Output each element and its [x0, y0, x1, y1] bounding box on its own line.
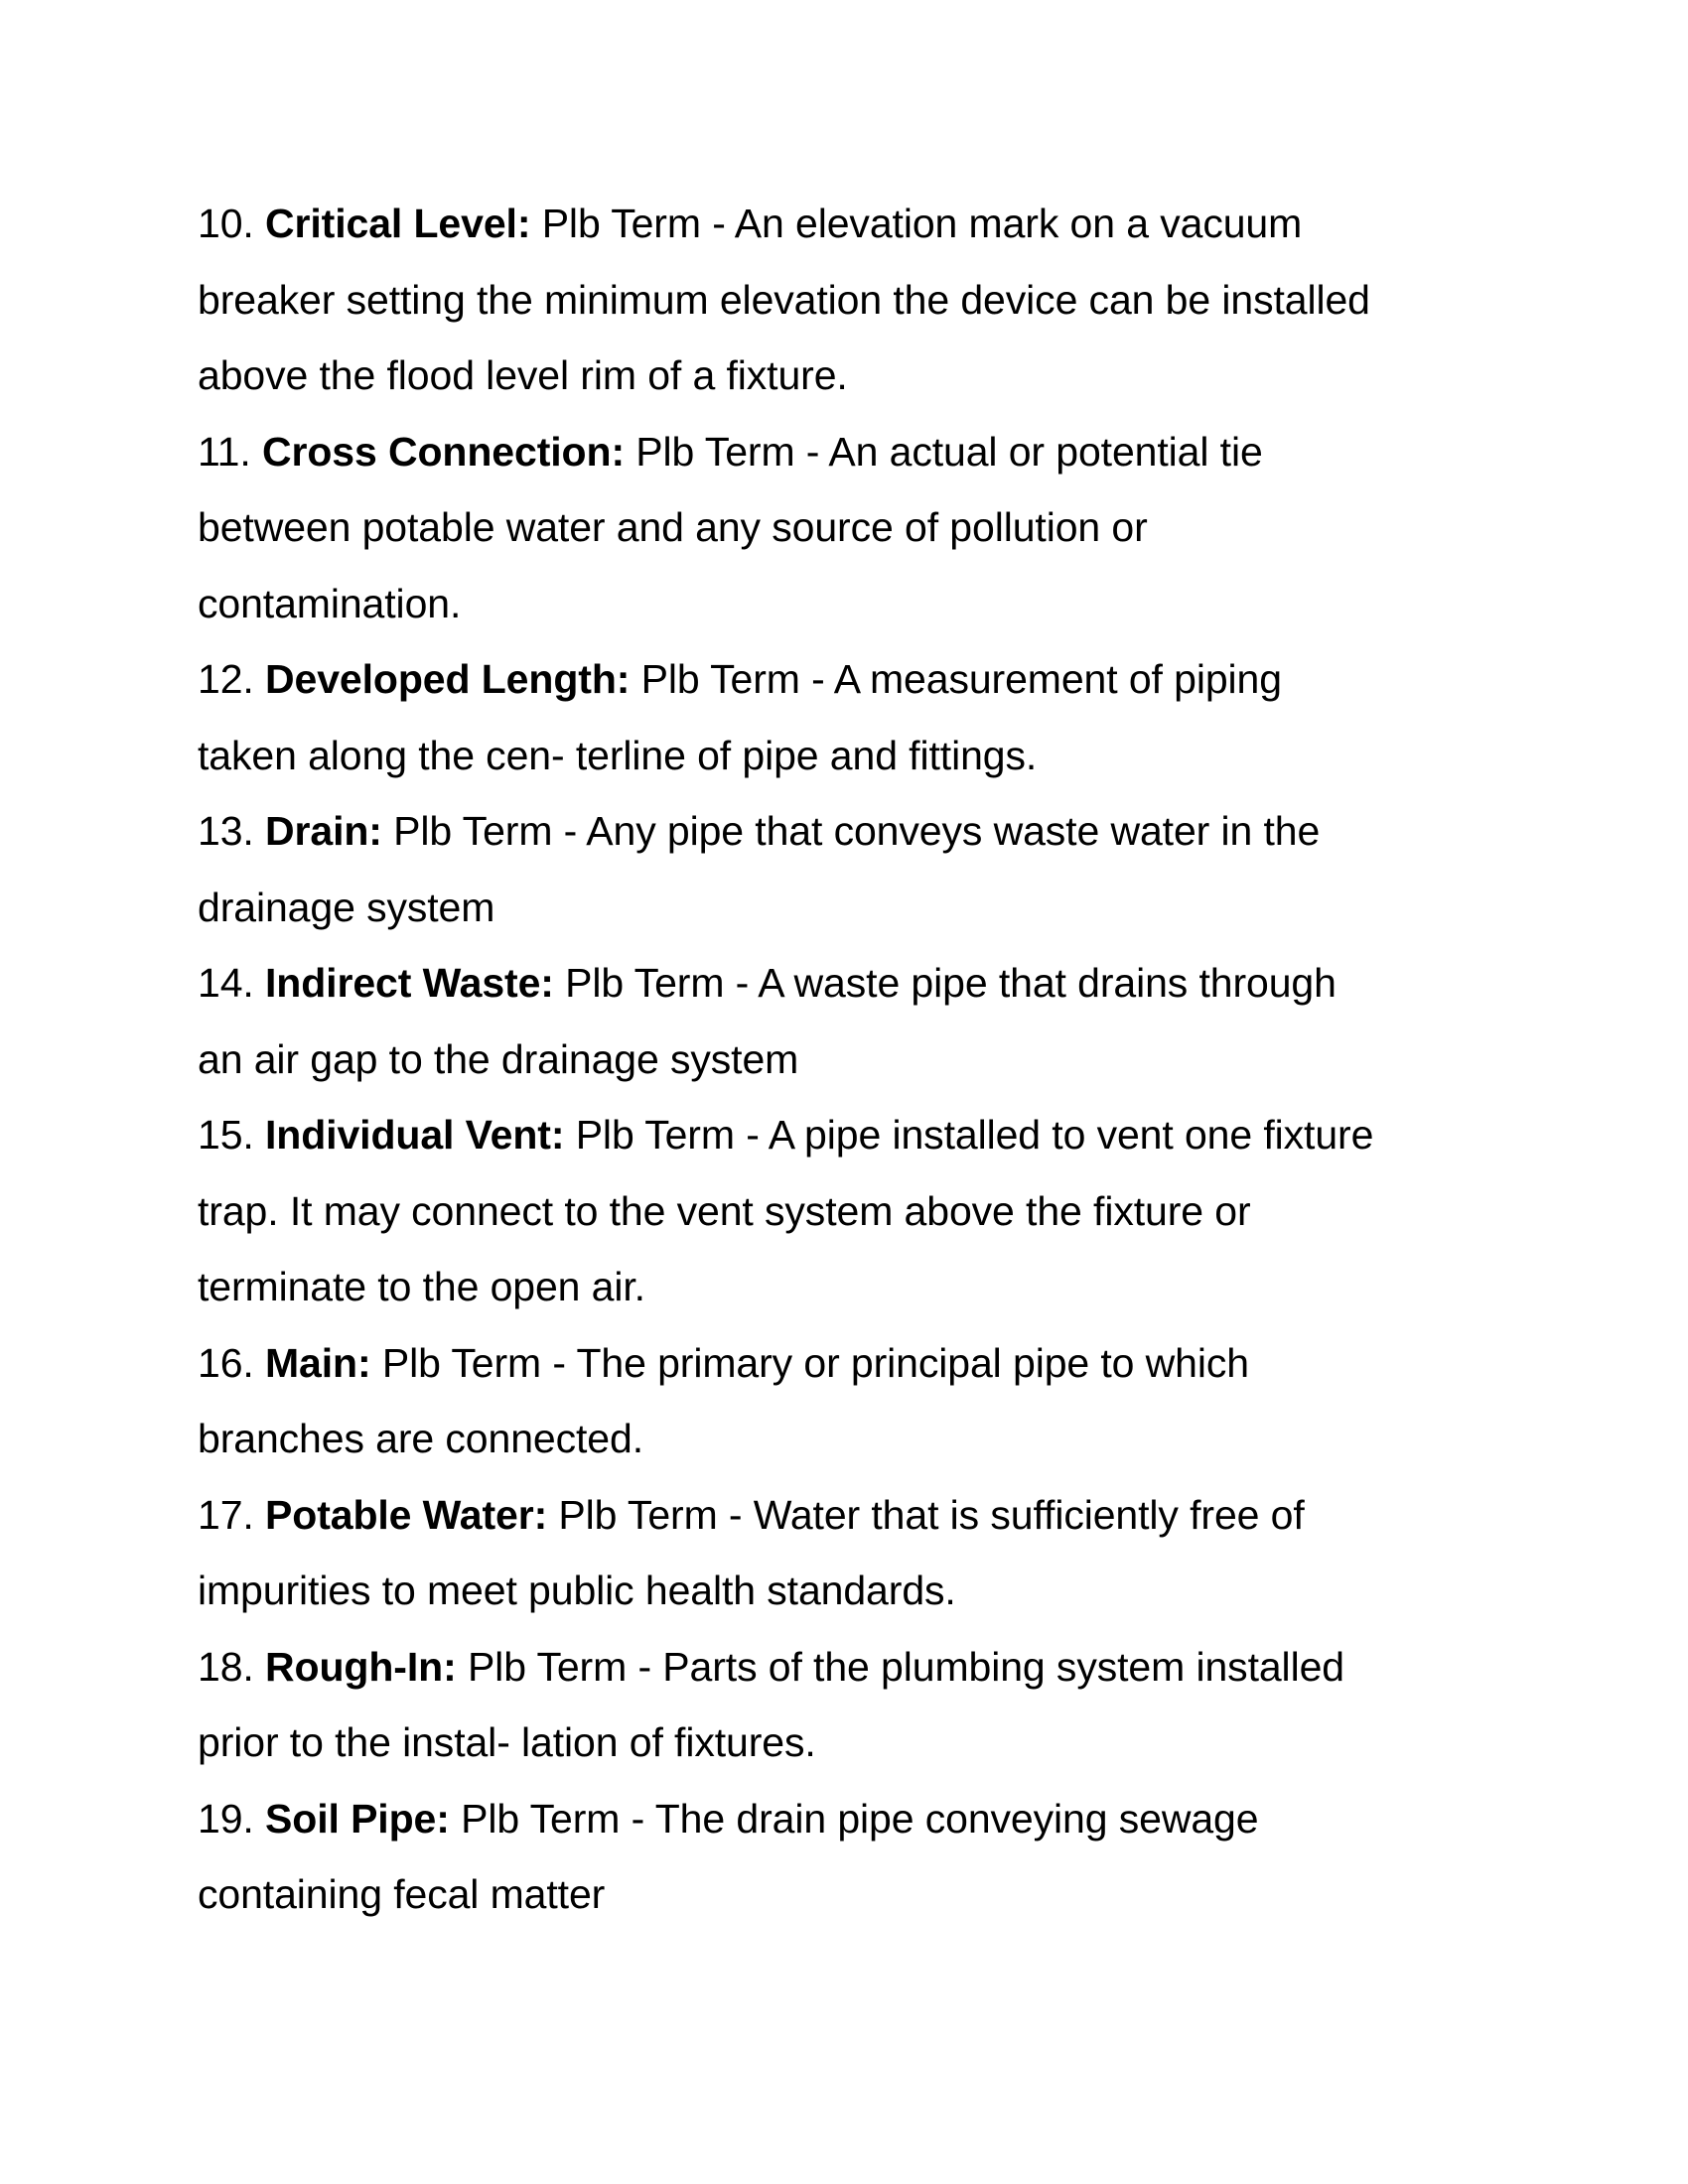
item-number: 16. [198, 1339, 254, 1386]
definition-continuation-line: between potable water and any source of pollution or [198, 504, 1148, 550]
item-number: 19. [198, 1795, 254, 1842]
term-label: Indirect Waste: [265, 960, 554, 1006]
definition-text: Plb Term - The drain pipe conveying sewage [461, 1795, 1259, 1842]
term-label: Soil Pipe: [265, 1795, 450, 1842]
definition-continuation-line: prior to the instal- lation of fixtures. [198, 1719, 816, 1765]
definition-first-line [198, 793, 1609, 870]
term-label: Rough-In: [265, 1643, 457, 1690]
glossary-list [198, 186, 1609, 1933]
definition-continuation-line: branches are connected. [198, 1416, 644, 1461]
glossary-item [198, 945, 1609, 1097]
definition-first-line [198, 641, 1609, 718]
definition-continuation-line: contamination. [198, 580, 462, 626]
glossary-item [198, 1097, 1609, 1325]
definition-first-line [198, 186, 1609, 262]
definition-first-line [198, 1097, 1609, 1173]
definition-text: Plb Term - A pipe installed to vent one fixture [575, 1112, 1374, 1158]
definition-continuation-line: drainage system [198, 884, 495, 930]
definition-continuation-line: containing fecal matter [198, 1871, 606, 1917]
glossary-item [198, 1477, 1609, 1629]
term-label: Cross Connection: [261, 428, 625, 475]
definition-continuation-line: trap. It may connect to the vent system above the fixture or [198, 1187, 1251, 1234]
definition-first-line [198, 1781, 1609, 1857]
definition-text: Plb Term - An actual or potential tie [635, 428, 1263, 475]
glossary-item [198, 186, 1609, 414]
definition-first-line [198, 1325, 1609, 1402]
definition-text: Plb Term - A measurement of piping [640, 656, 1282, 702]
definition-continuation-line: above the flood level rim of a fixture. [198, 352, 848, 398]
definition-continuation-line: breaker setting the minimum elevation the device can be installed [198, 276, 1370, 323]
term-label: Individual Vent: [265, 1112, 565, 1158]
term-label: Developed Length: [265, 656, 631, 702]
item-number: 13. [198, 808, 254, 854]
definition-continuation-line: an air gap to the drainage system [198, 1035, 799, 1082]
definition-first-line [198, 1629, 1609, 1706]
definition-continuation-line: impurities to meet public health standards. [198, 1568, 956, 1613]
item-number: 18. [198, 1643, 254, 1690]
item-number: 17. [198, 1491, 254, 1538]
item-number: 15. [198, 1112, 254, 1158]
definition-continuation-line: taken along the cen- terline of pipe and fittings. [198, 732, 1038, 778]
item-number: 12. [198, 656, 254, 702]
item-number: 10. [198, 201, 254, 246]
glossary-item [198, 1629, 1609, 1781]
glossary-item [198, 414, 1609, 642]
definition-text: Plb Term - An elevation mark on a vacuum [541, 201, 1303, 246]
item-number: 14. [198, 960, 254, 1006]
definition-text: Plb Term - Water that is sufficiently free of [558, 1491, 1305, 1538]
term-label: Main: [265, 1339, 371, 1386]
glossary-item [198, 641, 1609, 793]
definition-text: Plb Term - The primary or principal pipe to which [381, 1339, 1250, 1386]
definition-continuation-line: terminate to the open air. [198, 1264, 645, 1309]
definition-text: Plb Term - Any pipe that conveys waste water in the [393, 808, 1321, 854]
definition-first-line [198, 414, 1609, 490]
term-label: Critical Level: [265, 201, 531, 246]
item-number: 11. [198, 428, 251, 475]
definition-text: Plb Term - A waste pipe that drains through [565, 960, 1336, 1006]
definition-first-line [198, 1477, 1609, 1554]
term-label: Drain: [265, 808, 382, 854]
glossary-item [198, 793, 1609, 945]
glossary-item [198, 1781, 1609, 1933]
glossary-item [198, 1325, 1609, 1477]
definition-first-line [198, 945, 1609, 1022]
term-label: Potable Water: [265, 1491, 548, 1538]
definition-text: Plb Term - Parts of the plumbing system installed [467, 1643, 1344, 1690]
